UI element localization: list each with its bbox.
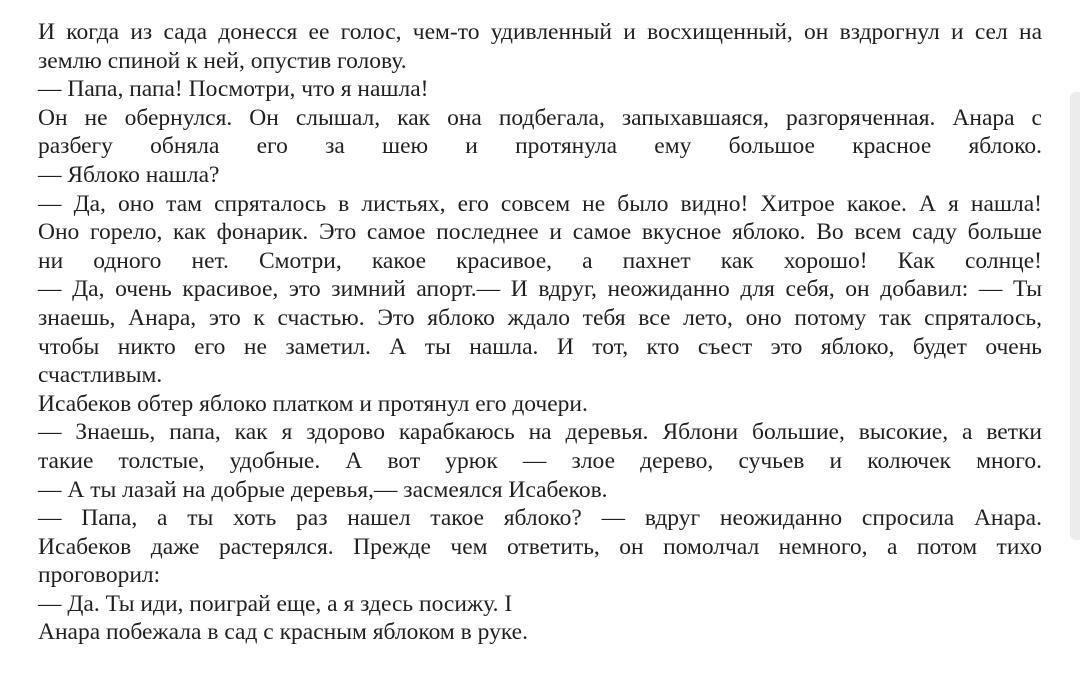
text-line-11: знаешь, Анара, это к счастью. Это яблоко ждало тебя все лето, оно потому так спряталось, bbox=[38, 304, 1042, 331]
text-line-5: разбегу обняла его за шею и протянула ему большое красное яблоко. bbox=[38, 133, 1042, 160]
text-line-18: — Папа, а ты хоть раз нашел такое яблоко? — вдруг неожиданно спросила Анара. bbox=[38, 505, 1042, 532]
text-line-17: — А ты лазай на добрые деревья,— засмеялся Исабеков. bbox=[38, 476, 608, 503]
text-line-22: Анара побежала в сад с красным яблоком в руке. bbox=[38, 619, 528, 646]
text-line-10: — Да, очень красивое, это зимний апорт.— И вдруг, неожиданно для себя, он добавил: — Ты bbox=[38, 276, 1042, 303]
text-line-16: такие толстые, удобные. А вот урюк — злое дерево, сучьев и колючек много. bbox=[38, 447, 1042, 474]
scrollbar-handle[interactable] bbox=[1070, 92, 1080, 540]
text-line-9: ни одного нет. Смотри, какое красивое, а пахнет как хорошо! Как солнце! bbox=[38, 247, 1042, 274]
text-line-21: — Да. Ты иди, поиграй еще, а я здесь посижу. I bbox=[38, 590, 513, 617]
text-line-19: Исабеков даже растерялся. Прежде чем ответить, он помолчал немного, а потом тихо bbox=[38, 533, 1042, 560]
text-line-14: Исабеков обтер яблоко платком и протянул его дочери. bbox=[38, 390, 588, 417]
text-line-4: Он не обернулся. Он слышал, как она подбегала, запыхавшаяся, разгоряченная. Анара с bbox=[38, 104, 1042, 131]
text-line-20: проговорил: bbox=[38, 562, 161, 589]
text-line-13: счастливым. bbox=[38, 362, 163, 389]
text-line-1: И когда из сада донесся ее голос, чем-то удивленный и восхищенный, он вздрогнул и сел на bbox=[38, 19, 1042, 45]
text-line-15: — Знаешь, папа, как я здорово карабкаюсь на деревья. Яблони большие, высокие, а ветки bbox=[38, 419, 1042, 446]
text-line-12: чтобы никто его не заметил. А ты нашла. И тот, кто съест это яблоко, будет очень bbox=[38, 333, 1042, 360]
text-line-3: — Папа, папа! Посмотри, что я нашла! bbox=[38, 76, 429, 103]
text-line-7: — Да, оно там спряталось в листьях, его совсем не было видно! Хитрое какое. А я нашла! bbox=[38, 190, 1042, 217]
document-page bbox=[38, 18, 1042, 647]
text-line-6: — Яблоко нашла? bbox=[38, 161, 220, 188]
text-line-2: землю спиной к ней, опустив голову. bbox=[38, 47, 407, 74]
text-line-8: Оно горело, как фонарик. Это самое последнее и самое вкусное яблоко. Во всем саду больше bbox=[38, 219, 1042, 246]
